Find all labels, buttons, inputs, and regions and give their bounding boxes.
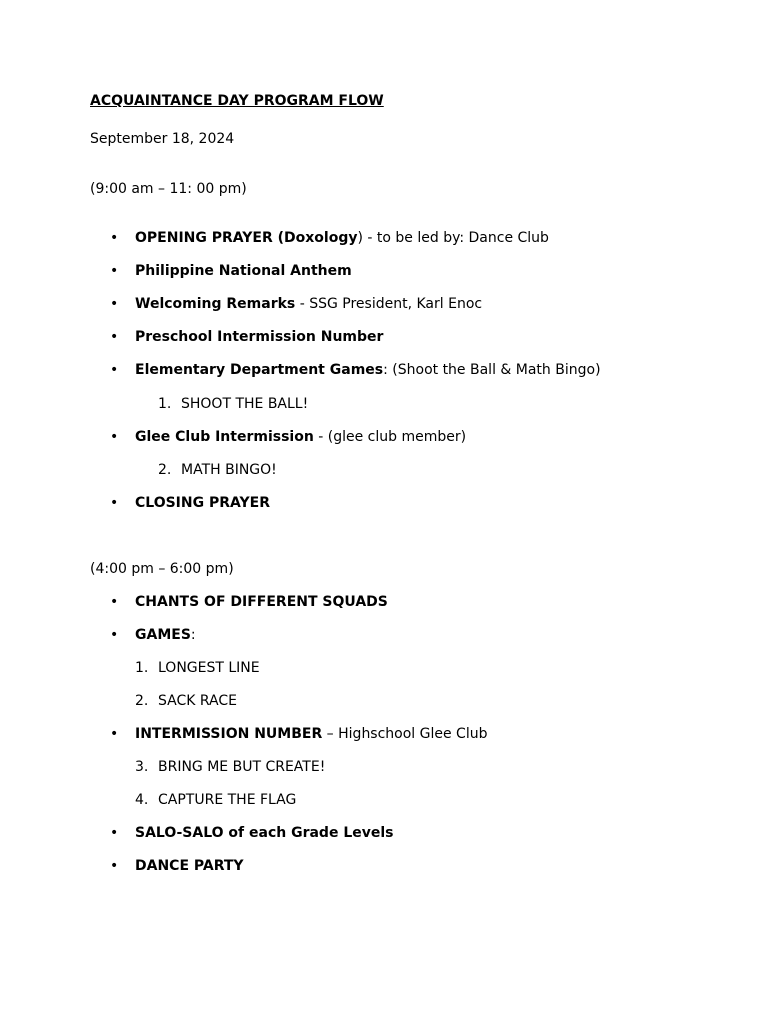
item-bold-text: OPENING PRAYER (Doxology	[135, 230, 358, 246]
afternoon-time-range: (4:00 pm – 6:00 pm)	[90, 561, 234, 577]
numbered-item	[135, 659, 260, 677]
item-number: 4.	[135, 792, 149, 808]
item-text: MATH BINGO!	[181, 462, 277, 478]
item-bold-text: Philippine National Anthem	[135, 263, 352, 279]
bullet-icon: •	[110, 296, 119, 312]
item-bold-text: Welcoming Remarks	[135, 296, 296, 312]
list-item	[110, 328, 383, 346]
numbered-item	[135, 692, 237, 710]
item-bold-text: Glee Club Intermission	[135, 429, 314, 445]
bullet-icon: •	[110, 263, 119, 279]
numbered-item	[158, 461, 277, 479]
item-text: SHOOT THE BALL!	[181, 396, 309, 412]
item-bold-text: CHANTS OF DIFFERENT SQUADS	[135, 594, 388, 610]
event-date: September 18, 2024	[90, 131, 235, 147]
item-number: 2.	[158, 462, 172, 478]
bullet-icon: •	[110, 362, 119, 378]
item-bold-text: INTERMISSION NUMBER	[135, 726, 323, 742]
document-title: ACQUAINTANCE DAY PROGRAM FLOW	[90, 93, 384, 109]
item-detail-text: – Highschool Glee Club	[322, 726, 488, 742]
item-number: 1.	[158, 396, 172, 412]
list-item	[110, 361, 601, 379]
list-item	[110, 824, 394, 842]
bullet-icon: •	[110, 825, 119, 841]
item-number: 3.	[135, 759, 149, 775]
bullet-icon: •	[110, 329, 119, 345]
bullet-icon: •	[110, 627, 119, 643]
list-item	[110, 593, 388, 611]
item-bold-text: CLOSING PRAYER	[135, 495, 270, 511]
item-text: LONGEST LINE	[158, 660, 260, 676]
item-text: SACK RACE	[158, 693, 237, 709]
list-item	[110, 295, 482, 313]
item-text: CAPTURE THE FLAG	[158, 792, 297, 808]
list-item	[110, 494, 270, 512]
item-detail-text: : (Shoot the Ball & Math Bingo)	[383, 362, 601, 378]
bullet-icon: •	[110, 858, 119, 874]
bullet-icon: •	[110, 429, 119, 445]
list-item	[110, 262, 352, 280]
list-item	[110, 229, 549, 247]
item-bold-text: Preschool Intermission Number	[135, 329, 384, 345]
item-text: BRING ME BUT CREATE!	[158, 759, 326, 775]
item-number: 2.	[135, 693, 149, 709]
bullet-icon: •	[110, 594, 119, 610]
bullet-icon: •	[110, 230, 119, 246]
item-bold-text: SALO-SALO of each Grade Levels	[135, 825, 394, 841]
item-bold-text: DANCE PARTY	[135, 858, 244, 874]
item-detail-text: - (glee club member)	[313, 429, 467, 445]
item-detail-text: ) - to be led by: Dance Club	[357, 230, 549, 246]
numbered-item	[135, 791, 296, 809]
bullet-icon: •	[110, 495, 119, 511]
numbered-item	[158, 395, 308, 413]
numbered-item	[135, 758, 325, 776]
morning-time-range: (9:00 am – 11: 00 pm)	[90, 181, 247, 197]
item-detail-text: :	[190, 627, 196, 643]
item-detail-text: - SSG President, Karl Enoc	[295, 296, 483, 312]
bullet-icon: •	[110, 726, 119, 742]
list-item	[110, 857, 244, 875]
list-item	[110, 428, 466, 446]
item-bold-text: GAMES	[135, 627, 191, 643]
list-item	[110, 725, 488, 743]
item-number: 1.	[135, 660, 149, 676]
item-bold-text: Elementary Department Games	[135, 362, 384, 378]
list-item	[110, 626, 196, 644]
